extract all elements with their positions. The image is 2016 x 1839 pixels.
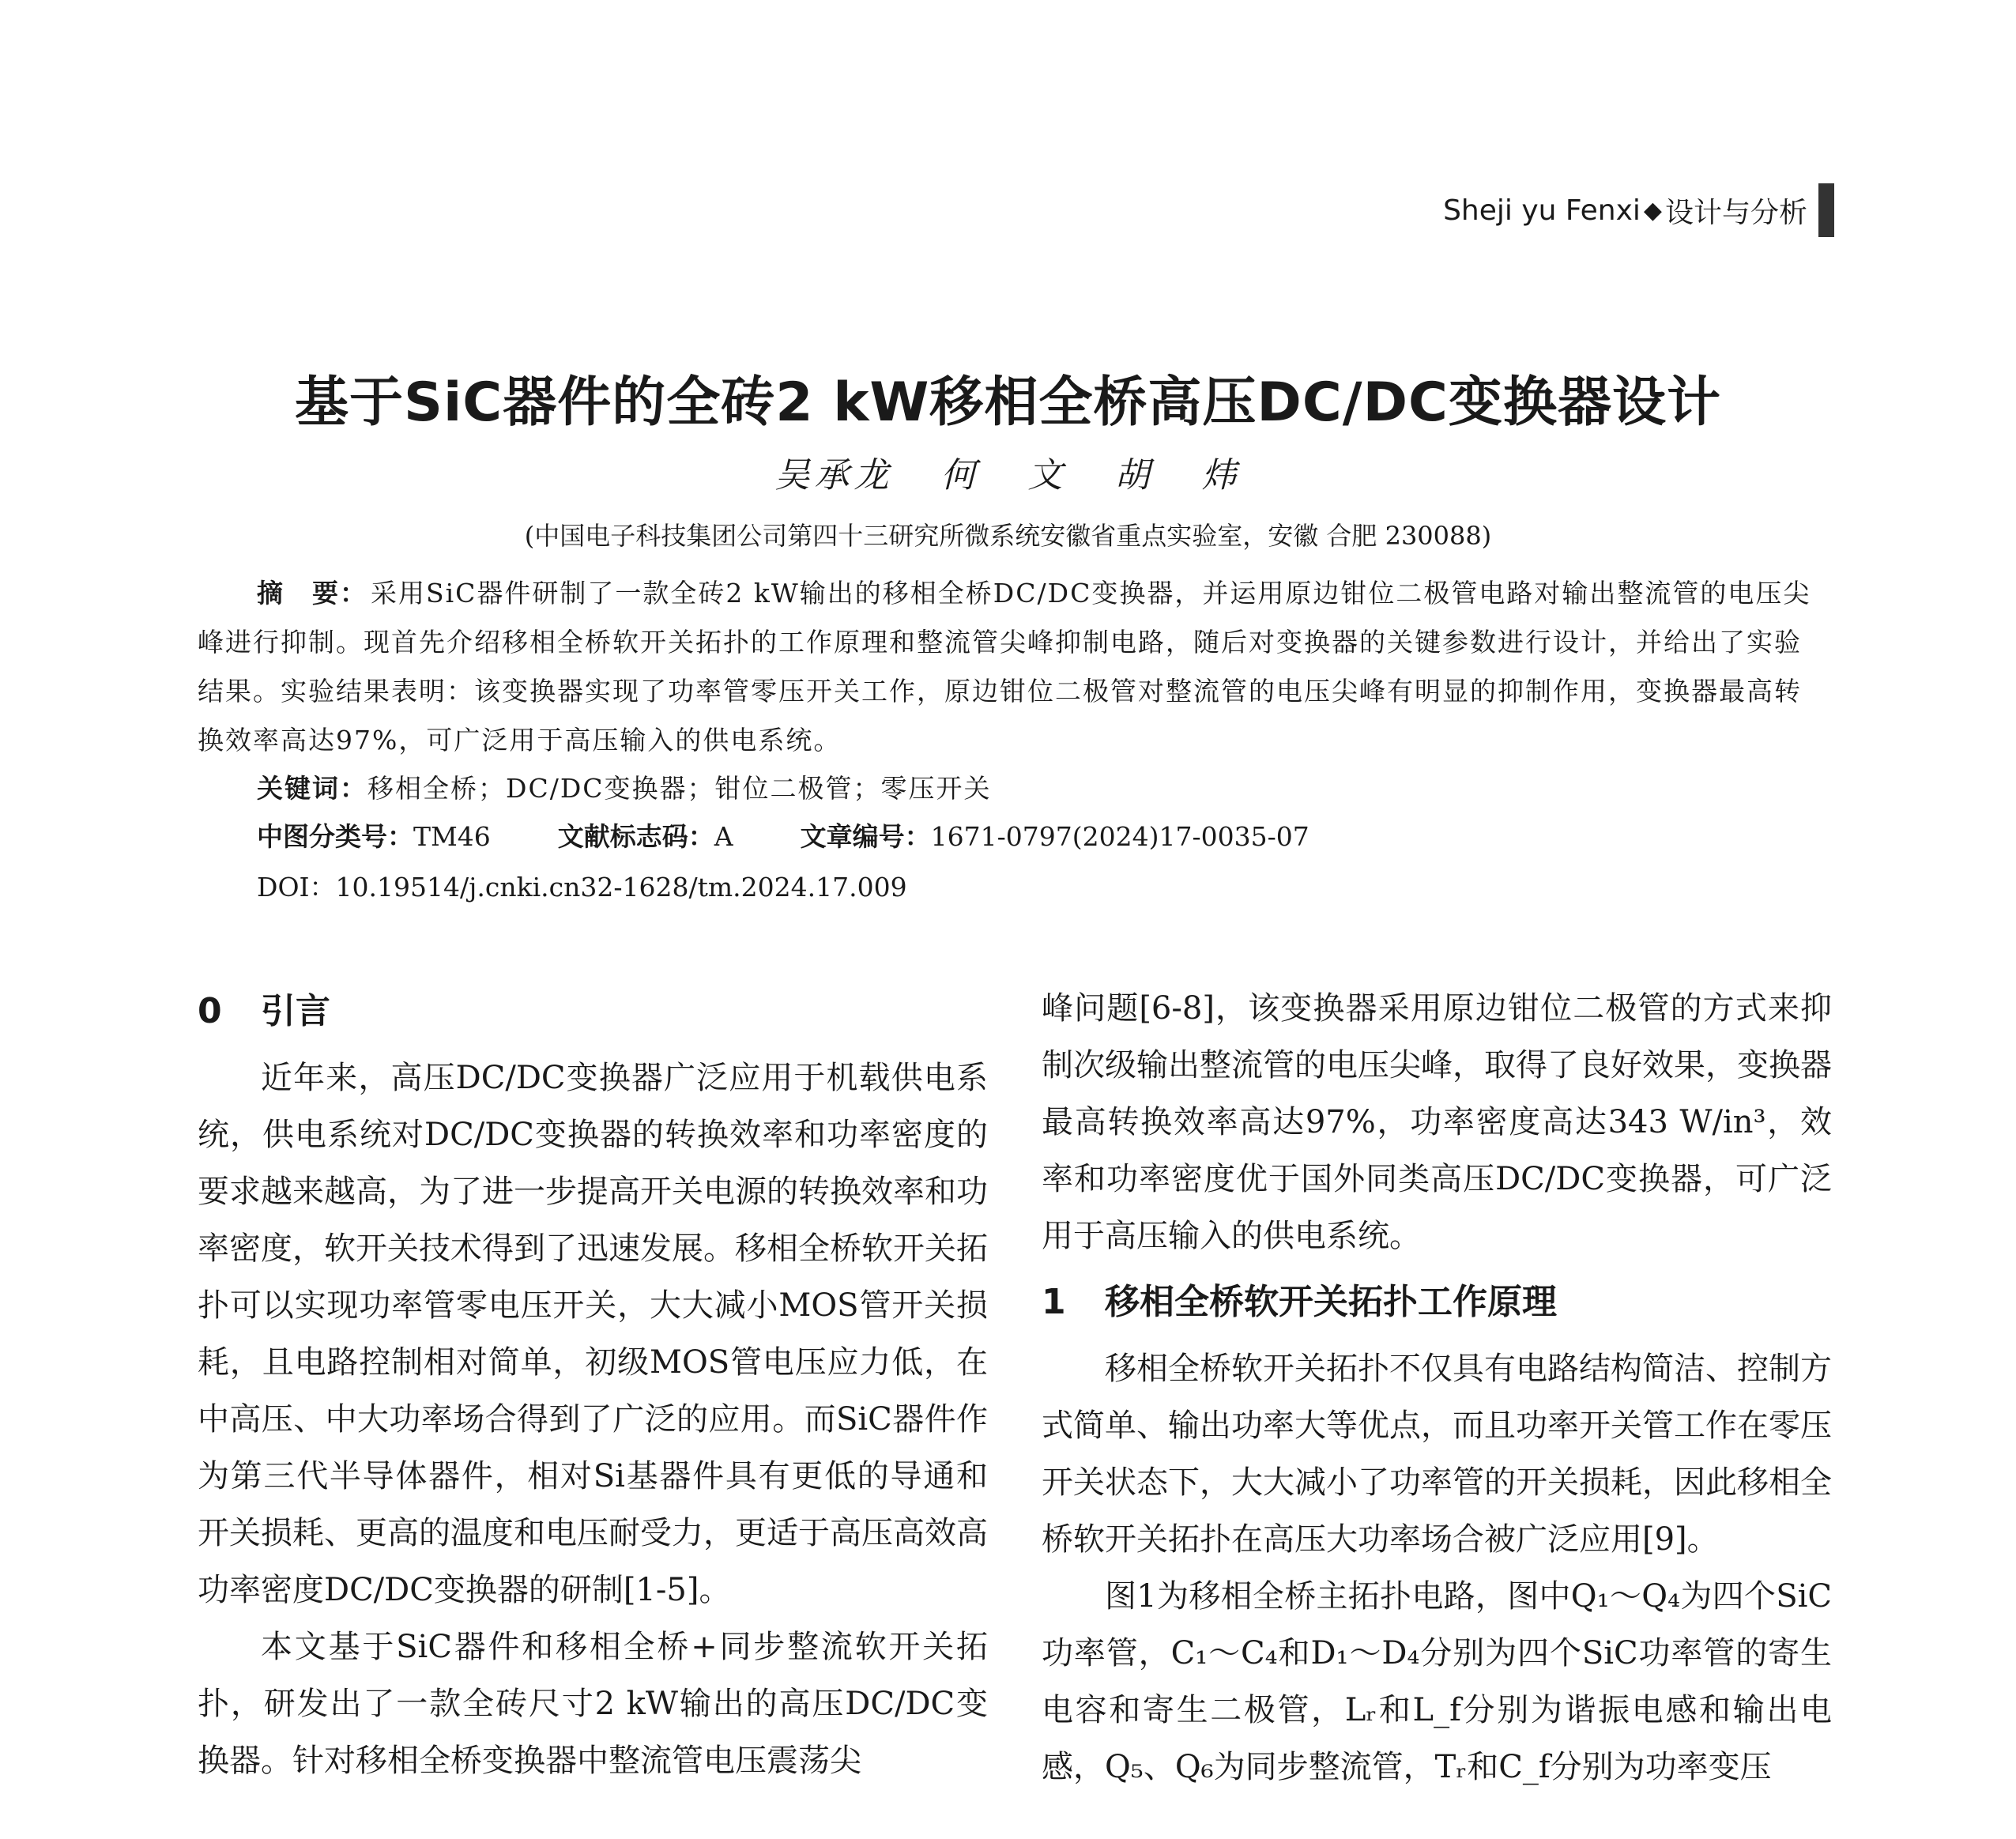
clc-label: 中图分类号：	[257, 821, 413, 852]
doc-value: A	[714, 821, 733, 852]
section-heading-1	[1042, 1271, 1832, 1334]
article-value: 1671-0797(2024)17-0035-07	[930, 821, 1309, 852]
abstract-label: 摘 要：	[257, 578, 367, 609]
right-column	[1042, 980, 1832, 1796]
paragraph: 近年来，高压DC/DC变换器广泛应用于机载供电系统，供电系统对DC/DC变换器的转换效率和功率密度的要求越来越高，为了进一步提高开关电源的转换效率和功率密度，软开关技术得到了迅速发展。移相全桥软开关拓扑可以实现功率管零电压开关，大大减小MOS管开关损耗，且电路控制相对简单，初级MOS管电压应力低，在中高压、中大功率场合得到了广泛的应用。而SiC器件作为第三代半导体器件，相对Si基器件具有更低的导通和开关损耗、更高的温度和电压耐受力，更适于高压高效高功率密度DC/DC变换器的研制[1-5]。	[198, 1060, 988, 1608]
clc-code	[257, 816, 491, 854]
header-bar	[1818, 183, 1834, 237]
doc-code	[558, 816, 733, 854]
running-head	[1443, 183, 1834, 237]
left-column	[198, 980, 988, 1789]
section-title: 移相全桥软开关拓扑工作原理	[1105, 1282, 1557, 1322]
article-number	[801, 816, 1309, 854]
doi: DOI：10.19514/j.cnki.cn32-1628/tm.2024.17.009	[257, 872, 907, 903]
keywords	[257, 768, 992, 805]
diamond-icon: ◆	[1643, 196, 1662, 224]
classification-meta	[257, 816, 1309, 854]
abstract	[198, 569, 1826, 765]
section-number: 0	[198, 991, 222, 1031]
paragraph: 移相全桥软开关拓扑不仅具有电路结构简洁、控制方式简单、输出功率大等优点，而且功率开关管工作在零压开关状态下，大大减小了功率管的开关损耗，因此移相全桥软开关拓扑在高压大功率场合被广泛应用[9]。	[1042, 1351, 1832, 1558]
keywords-text: 移相全桥；DC/DC变换器；钳位二极管；零压开关	[367, 773, 992, 804]
section-name: 设计与分析	[1664, 196, 1807, 229]
affiliation: (中国电子科技集团公司第四十三研究所微系统安徽省重点实验室，安徽 合肥 230088)	[524, 521, 1492, 551]
paper-title: 基于SiC器件的全砖2 kW移相全桥高压DC/DC变换器设计	[295, 371, 1721, 434]
authors: 吴承龙 何 文 胡 炜	[774, 455, 1242, 496]
keywords-label: 关键词：	[257, 773, 367, 804]
doc-label: 文献标志码：	[557, 821, 714, 852]
paragraph: 图1为移相全桥主拓扑电路，图中Q₁～Q₄为四个SiC功率管，C₁～C₄和D₁～D₄分别为四个SiC功率管的寄生电容和寄生二极管，Lᵣ和L_f分别为谐振电感和输出电感，Q₅、Q₆为同步整流管，Tᵣ和C_f分别为功率变压	[1042, 1578, 1832, 1785]
paragraph: 峰问题[6-8]，该变换器采用原边钳位二极管的方式来抑制次级输出整流管的电压尖峰，取得了良好效果，变换器最高转换效率高达97%，功率密度高达343 W/in³，效率和功率密度优于国外同类高压DC/DC变换器，可广泛用于高压输入的供电系统。	[1042, 990, 1832, 1254]
journal-pinyin: Sheji yu Fenxi	[1443, 194, 1641, 227]
section-title: 引言	[261, 991, 330, 1031]
article-label: 文章编号：	[800, 821, 931, 852]
abstract-text: 采用SiC器件研制了一款全砖2 kW输出的移相全桥DC/DC变换器，并运用原边钳位二极管电路对输出整流管的电压尖峰进行抑制。现首先介绍移相全桥软开关拓扑的工作原理和整流管尖峰抑制电路，随后对变换器的关键参数进行设计，并给出了实验结果。实验结果表明：该变换器实现了功率管零压开关工作，原边钳位二极管对整流管的电压尖峰有明显的抑制作用，变换器最高转换效率高达97%，可广泛用于高压输入的供电系统。	[198, 578, 1811, 756]
section-heading-0	[198, 980, 988, 1043]
clc-value: TM46	[413, 821, 491, 852]
section-number: 1	[1042, 1282, 1066, 1322]
paragraph: 本文基于SiC器件和移相全桥+同步整流软开关拓扑，研发出了一款全砖尺寸2 kW输出的高压DC/DC变换器。针对移相全桥变换器中整流管电压震荡尖	[198, 1629, 988, 1779]
